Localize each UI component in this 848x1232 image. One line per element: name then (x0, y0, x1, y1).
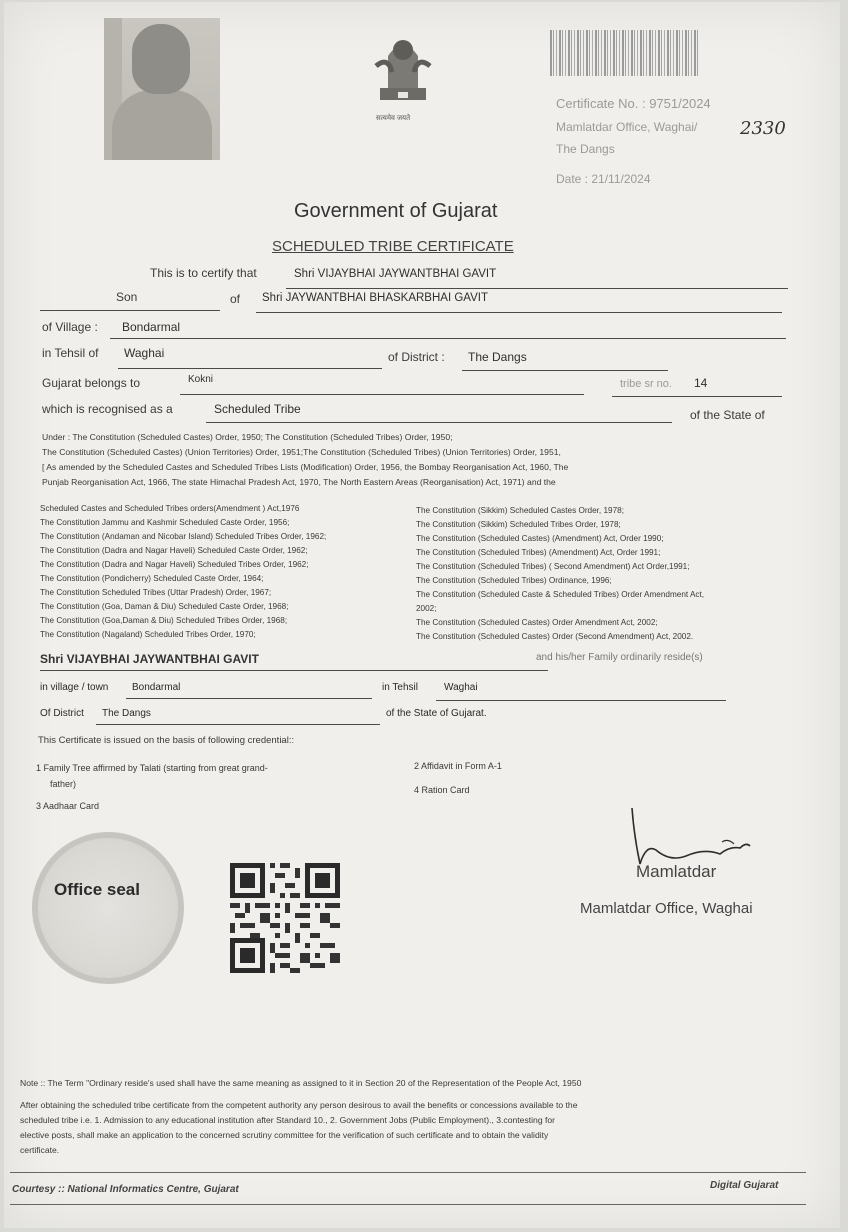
district-value: The Dangs (468, 350, 527, 364)
list-item: 2002; (416, 604, 437, 613)
orders-right-list (416, 504, 704, 644)
office-line: Mamlatdar Office, Waghai/ (556, 120, 698, 134)
office-seal-label: Office seal (54, 880, 140, 899)
list-item: The Constitution (Andaman and Nicobar Island) Scheduled Tribes Order, 1962; (40, 532, 327, 541)
state-label: of the State of (690, 408, 765, 422)
after-paragraph: After obtaining the scheduled tribe certificate from the competent authority any person desirous to avail the benefits or concessions available to the scheduled tribe i.e. 1. Admission to any educational institution after Standard 10., 2. Government Jobs (Public Employment)., 3.contesting for elective posts, shall make an application to the concerned scrutiny committee for the verification of such certificate and to obtain the validity certificate. (20, 1100, 578, 1155)
village-label: of Village : (42, 320, 98, 334)
residence-district-label: Of District (40, 708, 84, 719)
list-item: The Constitution (Pondicherry) Scheduled Caste Order, 1964; (40, 574, 264, 583)
handwritten-number: 2330 (740, 118, 786, 139)
issue-date: Date : 21/11/2024 (556, 172, 651, 186)
office-seal (32, 832, 184, 984)
belongs-label: Gujarat belongs to (42, 376, 141, 390)
orders-left-list (40, 502, 326, 642)
list-item: The Constitution Jammu and Kashmir Scheduled Caste Order, 1956; (40, 518, 290, 527)
residence-district: The Dangs (102, 708, 151, 719)
residence-tehsil-label: in Tehsil (382, 682, 418, 693)
list-item: The Constitution (Sikkim) Scheduled Tribes Order, 1978; (416, 520, 621, 529)
barcode (550, 30, 700, 76)
residence-village: Bondarmal (132, 682, 181, 693)
list-item: The Constitution (Scheduled Castes) (Amendment) Act, Order 1990; (416, 534, 664, 543)
father-name: Shri JAYWANTBHAI BHASKARBHAI GAVIT (262, 292, 488, 304)
list-item: The Constitution (Scheduled Tribes) ( Second Amendment) Act Order,1991; (416, 562, 690, 571)
page-subtitle: SCHEDULED TRIBE CERTIFICATE (272, 238, 514, 255)
list-item: The Constitution (Goa,Daman & Diu) Scheduled Tribes Order, 1968; (40, 616, 288, 625)
list-item: The Constitution (Dadra and Nagar Haveli) Scheduled Caste Order, 1962; (40, 546, 308, 555)
tribe-value: Kokni (188, 374, 214, 385)
signatory-title: Mamlatdar (636, 862, 717, 881)
under-paragraph: Under : The Constitution (Scheduled Castes) Order, 1950; The Constitution (Scheduled Tribes) Order, 1950; The Constitution (Scheduled Castes) (Union Territories) Order, 1951;The Constitution (Scheduled Tribes) (Union Territories) Order, 1951, [ As amended by the Scheduled Castes and Scheduled Tribes Lists (Modification) Order, 1956, the Bombay Reorganisation Act, 1960, The Punjab Reorganisation Act, 1966, The state Himachal Pradesh Act, 1970, The North Eastern Areas (Reorganisation) Act, 1971) and the (42, 432, 569, 487)
tribe-sr-label: tribe sr no. (620, 378, 672, 390)
tehsil-value: Waghai (124, 346, 165, 360)
recognised-value: Scheduled Tribe (214, 402, 301, 416)
credential-item-4: 4 Ration Card (414, 785, 470, 795)
list-item: The Constitution (Sikkim) Scheduled Castes Order, 1978; (416, 506, 624, 515)
qr-code-icon (230, 862, 340, 974)
of-label: of (230, 292, 241, 306)
emblem-caption: सत्यमेव जयते (376, 115, 411, 122)
relation: Son (116, 290, 138, 304)
list-item: The Constitution (Scheduled Castes) Order (Second Amendment) Act, 2002. (416, 632, 694, 641)
recognised-label: which is recognised as a (42, 402, 173, 416)
reside-label: and his/her Family ordinarily reside(s) (536, 652, 703, 663)
credential-item-3: 3 Aadhaar Card (36, 801, 100, 811)
list-item: Scheduled Castes and Scheduled Tribes orders(Amendment ) Act,1976 (40, 504, 300, 513)
holder-name: Shri VIJAYBHAI JAYWANTBHAI GAVIT (294, 268, 497, 280)
signatory-office: Mamlatdar Office, Waghai (580, 900, 753, 917)
residence-village-label: in village / town (40, 682, 109, 693)
residence-name: Shri VIJAYBHAI JAYWANTBHAI GAVIT (40, 652, 259, 666)
national-emblem-icon (368, 26, 438, 122)
district-label: of District : (388, 350, 445, 364)
credential-item-1b: father) (50, 779, 77, 789)
district-line: The Dangs (556, 142, 615, 156)
note-text: Note :: The Term "Ordinary reside's used shall have the same meaning as assigned to it in Section 20 of the Representation of the People Act, 1950 (20, 1078, 582, 1088)
holder-photo (104, 18, 220, 160)
tribe-sr-value: 14 (694, 376, 708, 390)
village-value: Bondarmal (122, 320, 181, 334)
certify-label: This is to certify that (150, 266, 257, 280)
credentials-intro: This Certificate is issued on the basis of following credential:: (38, 735, 295, 746)
list-item: The Constitution (Scheduled Caste & Scheduled Tribes) Order Amendment Act, (416, 590, 705, 599)
list-item: The Constitution (Scheduled Castes) Order Amendment Act, 2002; (416, 618, 658, 627)
page-title: Government of Gujarat (294, 200, 498, 222)
residence-tehsil: Waghai (444, 682, 478, 693)
credential-item-1: 1 Family Tree affirmed by Talati (starting from great grand- (36, 763, 268, 773)
list-item: The Constitution (Dadra and Nagar Haveli) Scheduled Tribes Order, 1962; (40, 560, 309, 569)
tehsil-label: in Tehsil of (42, 346, 99, 360)
list-item: The Constitution (Scheduled Tribes) Ordinance, 1996; (416, 576, 612, 585)
footer-courtesy: Courtesy :: National Informatics Centre, Gujarat (12, 1184, 239, 1195)
list-item: The Constitution (Nagaland) Scheduled Tribes Order, 1970; (40, 630, 256, 639)
list-item: The Constitution Scheduled Tribes (Uttar Pradesh) Order, 1967; (40, 588, 272, 597)
list-item: The Constitution (Scheduled Tribes) (Amendment) Act, Order 1991; (416, 548, 661, 557)
residence-state-label: of the State of Gujarat. (386, 708, 487, 719)
list-item: The Constitution (Goa, Daman & Diu) Scheduled Caste Order, 1968; (40, 602, 289, 611)
credential-item-2: 2 Affidavit in Form A-1 (414, 761, 502, 771)
footer-digital: Digital Gujarat (710, 1180, 779, 1191)
certificate-number: Certificate No. : 9751/2024 (556, 96, 711, 111)
